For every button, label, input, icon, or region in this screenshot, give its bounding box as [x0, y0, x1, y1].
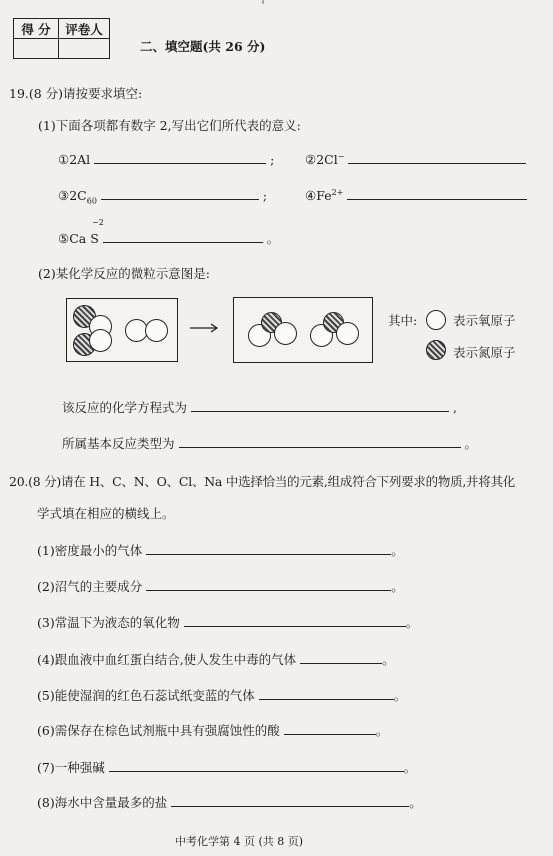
q19-item-3-sub: 60	[86, 196, 97, 206]
q19-item-2	[305, 151, 526, 167]
oxygen-atom	[336, 322, 359, 345]
q19-item-5	[58, 229, 279, 247]
q19-reaction-type-blank[interactable]	[179, 435, 461, 448]
q20-item-6-label: (6)需保存在棕色试剂瓶中具有强腐蚀性的酸	[37, 723, 280, 738]
q20-item-7-label: (7)一种强碱	[37, 760, 105, 775]
grader-cell[interactable]	[59, 39, 110, 59]
q20-item-7-end: 。	[403, 760, 417, 775]
reactant-box	[66, 298, 178, 362]
q20-item-3	[37, 613, 418, 631]
q20-item-8	[37, 793, 422, 811]
q19-item-1-end: ;	[270, 152, 275, 167]
legend-oxygen-atom	[426, 310, 446, 330]
q20-item-4-blank[interactable]	[300, 651, 382, 664]
q20-item-4-end: 。	[382, 652, 395, 667]
q20-stem-line-2: 学式填在相应的横线上。	[37, 506, 175, 521]
q20-item-2	[37, 577, 404, 595]
q20-item-4-label: (4)跟血液中血红蛋白结合,使人发生中毒的气体	[37, 652, 297, 667]
q20-item-5-blank[interactable]	[259, 687, 394, 700]
q20-item-3-blank[interactable]	[184, 614, 406, 627]
q20-item-1-blank[interactable]	[146, 542, 391, 555]
q19-item-1	[58, 151, 274, 167]
q20-item-3-end: 。	[405, 615, 419, 630]
q20-item-4	[37, 650, 395, 668]
q20-item-2-label: (2)沼气的主要成分	[37, 579, 143, 594]
q19-item-3	[58, 187, 267, 206]
score-header: 得 分	[14, 19, 59, 39]
q19-item-4	[305, 187, 527, 203]
q20-item-5-end: 。	[393, 688, 407, 703]
q20-stem-line-1: 20.(8 分)请在 H、C、N、O、Cl、Na 中选择恰当的元素,组成符合下列要求的物质,并将其化	[9, 474, 516, 489]
q19-item-2-sup: −	[337, 151, 345, 161]
q19-item-3-blank[interactable]	[101, 187, 259, 200]
score-cell[interactable]	[14, 39, 59, 59]
legend-nitrogen-atom	[426, 340, 446, 360]
q19-item-5-label: ⑤Ca S	[58, 231, 99, 246]
q20-item-1	[37, 541, 404, 559]
q19-part1: (1)下面各项都有数字 2,写出它们所代表的意义:	[38, 118, 301, 133]
section-title: 二、填空题(共 26 分)	[140, 39, 266, 54]
q20-item-5-label: (5)能使湿润的红色石蕊试纸变蓝的气体	[37, 688, 255, 703]
q20-item-6-end: 。	[375, 723, 389, 738]
q20-item-6-blank[interactable]	[284, 722, 376, 735]
q20-item-8-end: 。	[409, 795, 422, 810]
q20-item-6	[37, 721, 388, 739]
oxygen-atom	[89, 329, 112, 352]
q20-item-1-end: 。	[391, 543, 404, 558]
q20-item-1-label: (1)密度最小的气体	[37, 543, 143, 558]
product-box	[233, 297, 373, 363]
q19-reaction-type	[62, 434, 477, 452]
q20-item-8-blank[interactable]	[171, 794, 409, 807]
q19-item-5-valence: −2	[92, 218, 104, 227]
q19-reaction-type-label: 所属基本反应类型为	[62, 436, 175, 451]
q19-reaction-type-end: 。	[464, 436, 477, 451]
q19-equation-label: 该反应的化学方程式为	[62, 400, 188, 415]
q20-item-8-label: (8)海水中含量最多的盐	[37, 795, 168, 810]
q19-part2: (2)某化学反应的微粒示意图是:	[38, 266, 210, 281]
oxygen-atom	[145, 319, 168, 342]
q19-item-4-sup: 2+	[331, 187, 344, 197]
q19-equation-blank[interactable]	[191, 399, 449, 412]
q20-item-2-end: 。	[391, 579, 404, 594]
legend-nitrogen-label: 表示氮原子	[453, 345, 516, 360]
q19-item-2-label: ②2Cl	[305, 152, 338, 167]
q19-item-5-blank[interactable]	[103, 230, 263, 243]
q19-item-1-blank[interactable]	[94, 151, 266, 164]
q20-item-5	[37, 686, 406, 704]
speck	[262, 0, 264, 4]
q19-item-3-end: ;	[262, 188, 268, 203]
q20-item-7-blank[interactable]	[109, 759, 404, 772]
grader-header: 评卷人	[59, 19, 110, 39]
q19-item-2-blank[interactable]	[348, 151, 526, 164]
score-table	[13, 18, 110, 59]
q19-item-3-label: ③2C	[58, 188, 87, 203]
q19-item-4-label: ④Fe	[305, 188, 332, 203]
q19-item-1-label: ①2Al	[58, 152, 91, 167]
q19-item-4-blank[interactable]	[347, 187, 527, 200]
q20-item-3-label: (3)常温下为液态的氧化物	[37, 615, 180, 630]
q19-equation-end: ,	[452, 400, 457, 415]
q19-item-5-end: 。	[266, 231, 280, 246]
q19-equation	[62, 398, 457, 416]
reaction-arrow-icon	[190, 323, 220, 333]
legend-oxygen-label: 表示氧原子	[453, 313, 516, 328]
legend-prefix: 其中:	[388, 313, 418, 328]
page-footer: 中考化学第 4 页 (共 8 页)	[175, 835, 304, 848]
q20-item-7	[37, 758, 416, 776]
q20-item-2-blank[interactable]	[146, 578, 391, 591]
q19-stem: 19.(8 分)请按要求填空:	[9, 86, 143, 101]
oxygen-atom	[274, 322, 297, 345]
